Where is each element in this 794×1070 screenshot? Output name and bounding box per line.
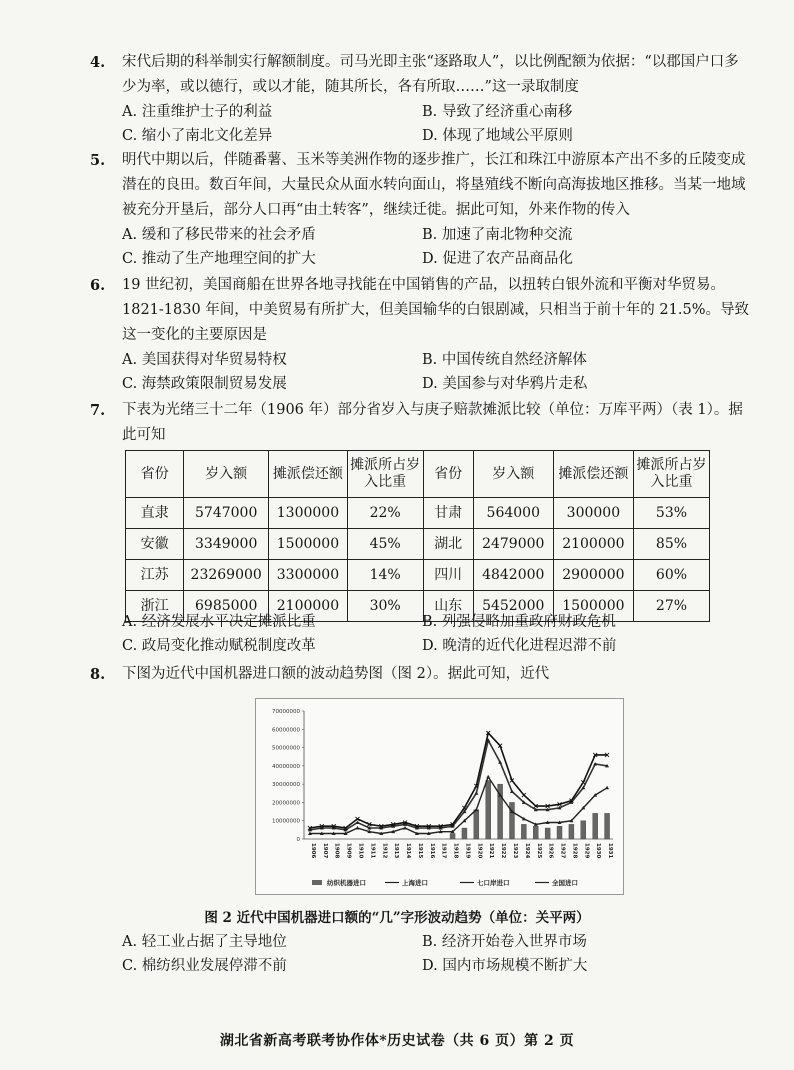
question-number: 7. <box>90 402 106 419</box>
legend-label: 七口岸进口 <box>477 879 510 887</box>
data-point <box>474 808 478 812</box>
data-point <box>486 775 490 779</box>
y-tick-label: 30000000 <box>272 782 300 789</box>
header-cell: 摊派偿还额 <box>269 451 347 498</box>
header-cell: 摊派偿还额 <box>553 451 633 498</box>
table-cell: 45% <box>347 529 423 560</box>
bar-textile-import <box>545 828 550 839</box>
table-cell: 湖北 <box>423 529 473 560</box>
x-tick-label: 1930 <box>595 843 602 859</box>
table-cell: 3349000 <box>184 529 269 560</box>
x-tick-label: 1929 <box>583 843 590 859</box>
bar-textile-import <box>593 813 598 839</box>
question-stem: 19 世纪初，美国商船在世界各地寻找能在中国销售的产品，以扭转白银外流和平衡对华贸易。1821-1830 年间，中美贸易有所扩大，但美国输华的白银剧减，只相当于前十年的 21.5%。导致这一变化的主要原因是 <box>122 277 749 343</box>
data-point <box>605 786 609 790</box>
x-tick-label: 1927 <box>559 843 566 859</box>
option-list <box>122 100 752 148</box>
question-7 <box>92 398 752 448</box>
y-tick-label: 50000000 <box>272 745 300 752</box>
bar-textile-import <box>450 834 455 839</box>
bar-textile-import <box>509 802 514 839</box>
x-tick-label: 1931 <box>607 843 614 859</box>
x-tick-label: 1910 <box>357 843 364 859</box>
x-tick-label: 1925 <box>535 843 542 859</box>
table-cell: 安徽 <box>126 529 184 560</box>
x-tick-label: 1916 <box>428 843 435 859</box>
x-tick-label: 1917 <box>440 843 447 859</box>
y-tick-label: 60000000 <box>272 727 300 734</box>
x-tick-label: 1911 <box>369 843 376 859</box>
table-cell: 1500000 <box>553 591 633 622</box>
x-tick-label: 1912 <box>381 843 388 859</box>
y-tick-label: 0 <box>296 837 300 843</box>
question-8-options <box>92 930 752 978</box>
x-tick-label: 1913 <box>393 843 400 859</box>
x-tick-label: 1918 <box>452 843 459 859</box>
data-point <box>474 791 478 795</box>
question-4 <box>92 50 752 148</box>
legend-label: 全国进口 <box>552 879 578 887</box>
header-cell: 摊派所占岁入比重 <box>633 451 709 498</box>
option-d[interactable]: D. 促进了农产品商品化 <box>422 251 573 267</box>
header-cell: 岁入额 <box>184 451 269 498</box>
x-tick-label: 1921 <box>488 843 495 859</box>
question-number: 8. <box>90 666 106 683</box>
option-list <box>122 223 752 271</box>
table-cell: 53% <box>633 498 709 529</box>
option-b[interactable]: B. 经济开始卷入世界市场 <box>422 934 587 950</box>
bar-textile-import <box>486 780 491 839</box>
table-cell: 3300000 <box>269 560 347 591</box>
x-tick-label: 1922 <box>500 843 507 859</box>
table-cell: 1500000 <box>269 529 347 560</box>
table-cell: 4842000 <box>473 560 553 591</box>
y-tick-label: 40000000 <box>272 763 300 770</box>
header-cell: 省份 <box>126 451 184 498</box>
y-tick-label: 10000000 <box>272 818 300 825</box>
option-b[interactable]: B. 加速了南北物种交流 <box>422 227 573 243</box>
table-cell: 564000 <box>473 498 553 529</box>
chart-container <box>255 698 624 895</box>
data-point <box>522 793 526 797</box>
x-tick-label: 1906 <box>309 843 316 859</box>
option-c[interactable]: C. 推动了生产地理空间的扩大 <box>122 251 316 267</box>
header-cell: 摊派所占岁入比重 <box>347 451 423 498</box>
x-tick-label: 1914 <box>405 843 412 859</box>
table-cell: 300000 <box>553 498 633 529</box>
x-tick-label: 1923 <box>511 843 518 859</box>
table-cell: 30% <box>347 591 423 622</box>
table-header-row <box>126 451 710 498</box>
option-b[interactable]: B. 导致了经济重心南移 <box>422 104 573 120</box>
question-5 <box>92 148 752 271</box>
machine-import-chart <box>256 699 623 894</box>
table-cell: 2100000 <box>553 529 633 560</box>
question-7-options <box>92 610 752 658</box>
bar-textile-import <box>557 826 562 839</box>
option-c[interactable]: C. 缩小了南北文化差异 <box>122 128 273 144</box>
table-cell: 江苏 <box>126 560 184 591</box>
table-cell: 1300000 <box>269 498 347 529</box>
x-tick-label: 1919 <box>464 843 471 859</box>
table-cell: 山东 <box>423 591 473 622</box>
question-6 <box>92 273 752 396</box>
table-cell: 27% <box>633 591 709 622</box>
option-a[interactable]: A. 美国获得对华贸易特权 <box>122 352 287 368</box>
option-list <box>122 348 752 396</box>
table-cell: 22% <box>347 498 423 529</box>
table-cell: 5747000 <box>184 498 269 529</box>
page-footer: 湖北省新高考联考协作体*历史试卷（共 6 页）第 2 页 <box>219 1033 575 1049</box>
bar-textile-import <box>605 813 610 839</box>
bar-textile-import <box>521 824 526 839</box>
x-tick-label: 1909 <box>345 843 352 859</box>
question-stem: 明代中期以后，伴随番薯、玉米等美洲作物的逐步推广，长江和珠江中游原本产出不多的丘陵变成潜在的良田。数百年间，大量民众从面水转向面山，将垦殖线不断向高海拔地区推移。当某一地域被充分开垦后，部分人口再“由土转客”，继续迁徙。据此可知，外来作物的传入 <box>122 152 746 218</box>
data-table <box>125 450 710 622</box>
table-cell: 14% <box>347 560 423 591</box>
bar-textile-import <box>474 810 479 839</box>
table-cell: 5452000 <box>473 591 553 622</box>
table-row <box>126 498 710 529</box>
table-cell: 2900000 <box>553 560 633 591</box>
legend-label: 纺织机器进口 <box>327 879 366 887</box>
header-cell: 省份 <box>423 451 473 498</box>
option-a[interactable]: A. 轻工业占据了主导地位 <box>122 934 287 950</box>
option-a[interactable]: A. 经济发展水平决定摊派比重 <box>122 614 316 630</box>
table-cell: 浙江 <box>126 591 184 622</box>
question-number: 5. <box>90 152 106 169</box>
table-row <box>126 560 710 591</box>
option-d[interactable]: D. 晚清的近代化进程迟滞不前 <box>422 638 617 654</box>
option-c[interactable]: C. 海禁政策限制贸易发展 <box>122 376 287 392</box>
table-cell: 2100000 <box>269 591 347 622</box>
question-stem: 宋代后期的科举制实行解额制度。司马光即主张“逐路取人”，以比例配额为依据：“以郡国户口多少为率，或以德行，或以才能，随其所长，各有所取……”这一录取制度 <box>122 54 739 95</box>
table-cell: 85% <box>633 529 709 560</box>
question-number: 6. <box>90 277 106 294</box>
option-d[interactable]: D. 美国参与对华鸦片走私 <box>422 376 588 392</box>
table-row <box>126 529 710 560</box>
x-tick-label: 1928 <box>571 843 578 859</box>
x-tick-label: 1924 <box>523 843 530 859</box>
question-8 <box>92 662 752 687</box>
option-a[interactable]: A. 缓和了移民带来的社会矛盾 <box>122 227 316 243</box>
x-tick-label: 1926 <box>547 843 554 859</box>
table-cell: 6985000 <box>184 591 269 622</box>
option-c[interactable]: C. 政局变化推动赋税制度改革 <box>122 638 316 654</box>
option-d[interactable]: D. 国内市场规模不断扩大 <box>422 958 588 974</box>
option-a[interactable]: A. 注重维护士子的利益 <box>122 104 273 120</box>
option-list <box>122 610 752 658</box>
table-cell: 23269000 <box>184 560 269 591</box>
option-b[interactable]: B. 中国传统自然经济解体 <box>422 352 587 368</box>
bar-textile-import <box>569 824 574 839</box>
figure-caption: 图 2 近代中国机器进口额的“几”字形波动趋势（单位：关平两） <box>204 910 590 926</box>
table-cell: 直隶 <box>126 498 184 529</box>
bar-textile-import <box>533 826 538 839</box>
table-cell: 甘肃 <box>423 498 473 529</box>
x-tick-label: 1908 <box>333 843 340 859</box>
bar-textile-import <box>581 821 586 839</box>
legend-label: 上海进口 <box>402 879 428 887</box>
bar-textile-import <box>462 828 467 839</box>
question-stem: 下图为近代中国机器进口额的波动趋势图（图 2）。据此可知，近代 <box>122 666 550 682</box>
question-number: 4. <box>90 54 106 71</box>
question-stem: 下表为光绪三十二年（1906 年）部分省岁入与庚子赔款摊派比较（单位：万库平两）（表 1）。据此可知 <box>122 402 743 443</box>
table-cell: 2479000 <box>473 529 553 560</box>
header-cell: 岁入额 <box>473 451 553 498</box>
x-tick-label: 1920 <box>476 843 483 859</box>
x-tick-label: 1907 <box>321 843 328 859</box>
option-c[interactable]: C. 棉纺织业发展停滞不前 <box>122 958 287 974</box>
option-d[interactable]: D. 体现了地域公平原则 <box>422 128 573 144</box>
legend-swatch <box>312 880 322 885</box>
y-tick-label: 70000000 <box>272 709 300 715</box>
table-cell: 四川 <box>423 560 473 591</box>
x-tick-label: 1915 <box>416 843 423 859</box>
y-tick-label: 20000000 <box>272 800 300 807</box>
option-list <box>122 930 752 978</box>
series-line <box>310 733 607 828</box>
table-cell: 60% <box>633 560 709 591</box>
option-b[interactable]: B. 列强侵略加重政府财政危机 <box>422 614 616 630</box>
